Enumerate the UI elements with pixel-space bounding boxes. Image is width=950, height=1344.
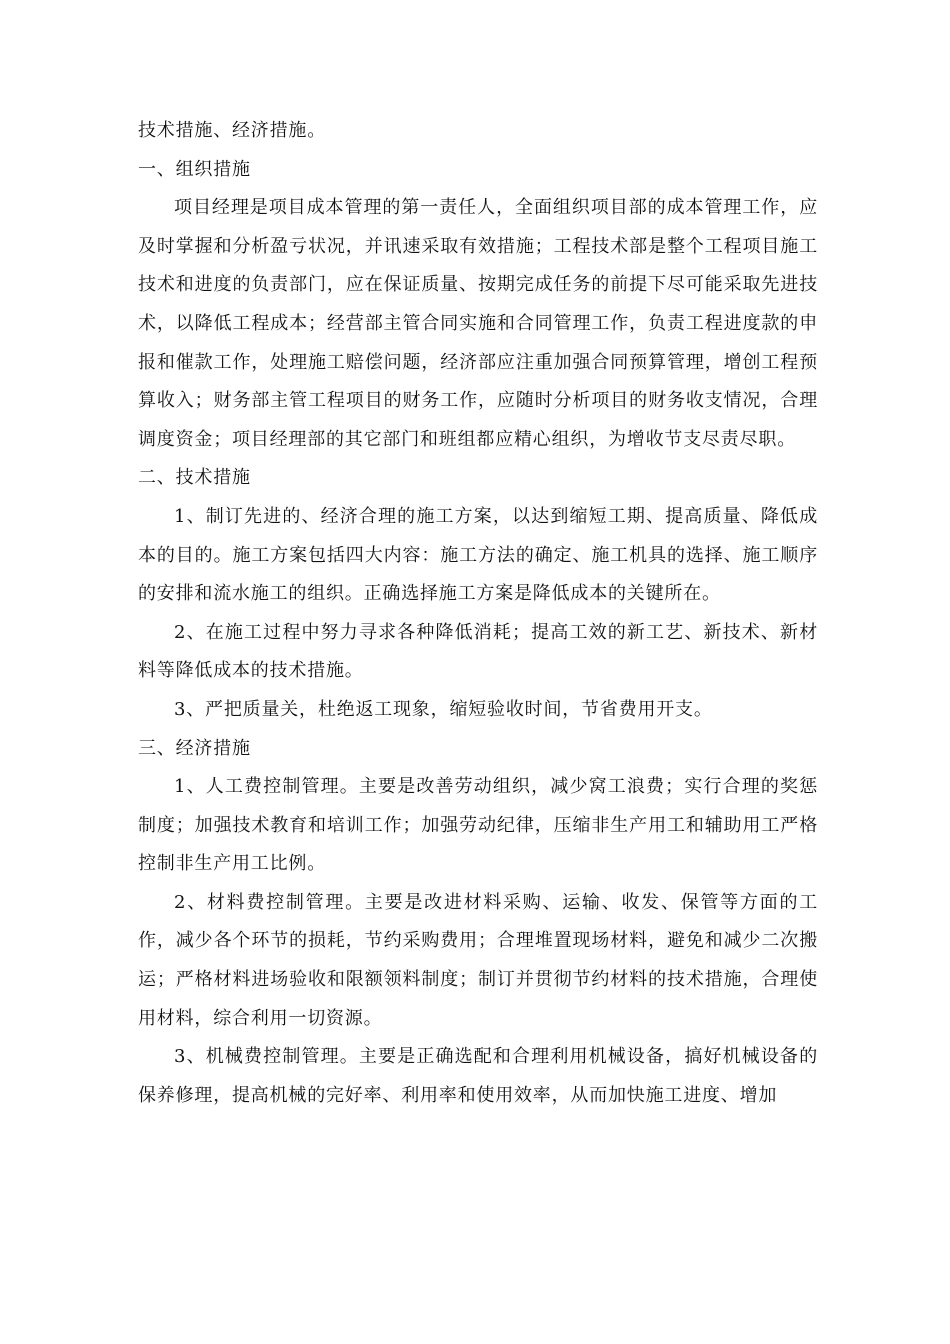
economic-item-2: 2、材料费控制管理。主要是改进材料采购、运输、收发、保管等方面的工作，减少各个环节的损耗，节约采购费用；合理堆置现场材料，避免和减少二次搬运；严格材料进场验收和限额领料制度；制订并贯彻节约材料的技术措施，合理使用材料，综合利用一切资源。: [138, 891, 818, 1029]
economic-item-3: 3、机械费控制管理。主要是正确选配和合理利用机械设备，搞好机械设备的保养修理，提高机械的完好率、利用率和使用效率，从而加快施工进度、增加: [138, 1046, 818, 1106]
document-body: [138, 112, 818, 1115]
section-heading-economic: 三、经济措施: [138, 737, 251, 759]
section-heading-technical: 二、技术措施: [138, 467, 251, 489]
economic-item-1: 1、人工费控制管理。主要是改善劳动组织，减少窝工浪费；实行合理的奖惩制度；加强技术教育和培训工作；加强劳动纪律，压缩非生产用工和辅助用工严格控制非生产用工比例。: [138, 776, 818, 875]
section-heading-organization: 一、组织措施: [138, 158, 251, 180]
technical-item-3: 3、严把质量关，杜绝返工现象，缩短验收时间，节省费用开支。: [174, 698, 713, 720]
technical-item-2: 2、在施工过程中努力寻求各种降低消耗；提高工效的新工艺、新技术、新材料等降低成本的技术措施。: [138, 621, 818, 682]
intro-line: 技术措施、经济措施。: [138, 120, 326, 141]
organization-paragraph: 项目经理是项目成本管理的第一责任人，全面组织项目部的成本管理工作，应及时掌握和分析盈亏状况，并讯速采取有效措施；工程技术部是整个工程项目施工技术和进度的负责部门，应在保证质量、按期完成任务的前提下尽可能采取先进技术，以降低工程成本；经营部主管合同实施和合同管理工作，负责工程进度款的申报和催款工作，处理施工赔偿问题，经济部应注重加强合同预算管理，增创工程预算收入；财务部主管工程项目的财务工作，应随时分析项目的财务收支情况，合理调度资金；项目经理部的其它部门和班组都应精心组织，为增收节支尽责尽职。: [138, 197, 818, 450]
technical-item-1: 1、制订先进的、经济合理的施工方案，以达到缩短工期、提高质量、降低成本的目的。施工方案包括四大内容：施工方法的确定、施工机具的选择、施工顺序的安排和流水施工的组织。正确选择施工方案是降低成本的关键所在。: [138, 505, 818, 605]
